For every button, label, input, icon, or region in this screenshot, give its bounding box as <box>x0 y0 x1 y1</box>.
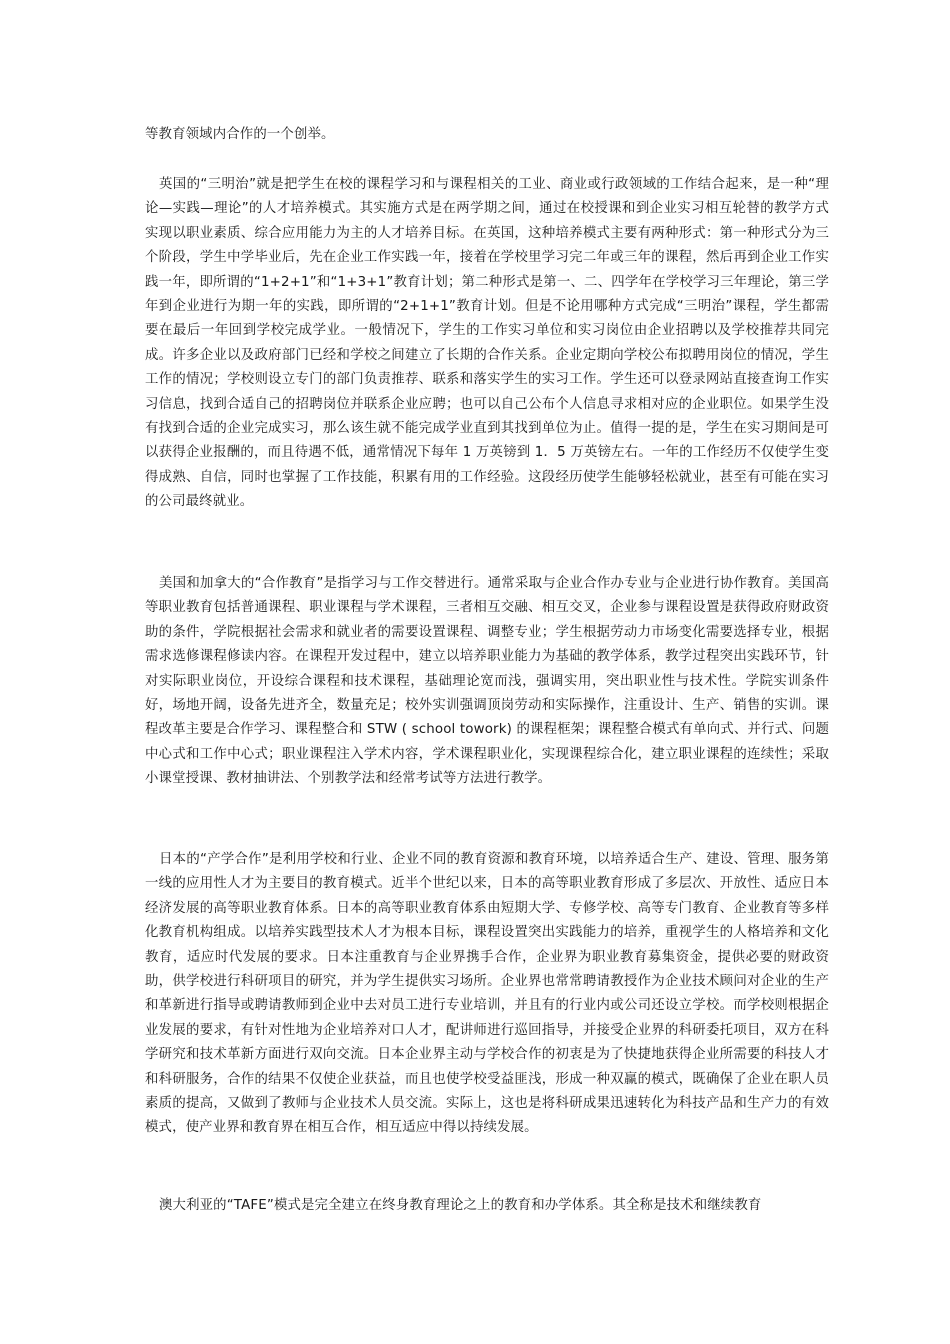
paragraph-japan-industry-academia: 日本的“产学合作”是利用学校和行业、企业不同的教育资源和教育环境，以培养适合生产、建设、管理、服务第一线的应用性人才为主要目的教育模式。近半个世纪以来，日本的高等职业教育形成了多层次、开放性、适应日本经济发展的高等职业教育体系。日本的高等职业教育体系由短期大学、专修学校、高等专门教育、企业教育等多样化教育机构组成。以培养实践型技术人才为根本目标，课程设置突出实践能力的培养，重视学生的人格培养和文化教育，适应时代发展的要求。日本注重教育与企业界携手合作，企业界为职业教育募集资金，提供必要的财政资助，供学校进行科研项目的研究，并为学生提供实习场所。企业界也常常聘请教授作为企业技术顾问对企业的生产和革新进行指导或聘请教师到企业中去对员工进行专业培训，并且有的行业内或公司还设立学校。而学校则根据企业发展的要求，有针对性地为企业培养对口人才，配讲师进行巡回指导，并接受企业界的科研委托项目，双方在科学研究和技术革新方面进行双向交流。日本企业界主动与学校合作的初衷是为了快捷地获得企业所需要的科技人才和科研服务，合作的结果不仅使企业获益，而且也使学校受益匪浅，形成一种双赢的模式，既确保了企业在职人员素质的提高，又做到了教师与企业技术人员交流。实际上，这也是将科研成果迅速转化为科技产品和生产力的有效模式，使产业界和教育界在相互合作，相互适应中得以持续发展。 <box>145 852 829 1136</box>
paragraph-intro-fragment: 等教育领域内合作的一个创举。 <box>145 127 335 142</box>
paragraph-australia-tafe: 澳大利亚的“TAFE”模式是完全建立在终身教育理论之上的教育和办学体系。其全称是技术和继续教育 <box>159 1198 762 1213</box>
paragraph-uk-sandwich: 英国的“三明治”就是把学生在校的课程学习和与课程相关的工业、商业或行政领域的工作结合起来，是一种“理论—实践—理论”的人才培养模式。其实施方式是在两学期之间，通过在校授课和到企业实习相互轮替的教学方式实现以职业素质、综合应用能力为主的人才培养目标。在英国，这种培养模式主要有两种形式：第一种形式分为三个阶段，学生中学毕业后，先在企业工作实践一年，接着在学校里学习完二年或三年的课程，然后再到企业工作实践一年，即所谓的“1+2+1”和“1+3+1”教育计划；第二种形式是第一、二、四学年在学校学习三年理论，第三学年到企业进行为期一年的实践，即所谓的“2+1+1”教育计划。但是不论用哪种方式完成“三明治”课程，学生都需要在最后一年回到学校完成学业。一般情况下，学生的工作实习单位和实习岗位由企业招聘以及学校推荐共同完成。许多企业以及政府部门已经和学校之间建立了长期的合作关系。企业定期向学校公布拟聘用岗位的情况，学生工作的情况；学校则设立专门的部门负责推荐、联系和落实学生的实习工作。学生还可以登录网站直接查询工作实习信息，找到合适自己的招聘岗位并联系企业应聘；也可以自己公布个人信息寻求相对应的企业职位。如果学生没有找到合适的企业完成实习，那么该生就不能完成学业直到其找到单位为止。值得一提的是，学生在实习期间是可以获得企业报酬的，而且待遇不低，通常情况下每年 1 万英镑到 1．5 万英镑左右。一年的工作经历不仅使学生变得成熟、自信，同时也掌握了工作技能，积累有用的工作经验。这段经历使学生能够轻松就业，甚至有可能在实习的公司最终就业。 <box>145 177 829 510</box>
paragraph-us-canada-coop: 美国和加拿大的“合作教育”是指学习与工作交替进行。通常采取与企业合作办专业与企业进行协作教育。美国高等职业教育包括普通课程、职业课程与学术课程，三者相互交融、相互交叉，企业参与课程设置是获得政府财政资助的条件，学院根据社会需求和就业者的需要设置课程、调整专业；学生根据劳动力市场变化需要选择专业，根据需求选修课程修读内容。在课程开发过程中，建立以培养职业能力为基础的教学体系，教学过程突出实践环节，针对实际职业岗位，开设综合课程和技术课程，基础理论宽而浅，强调实用，突出职业性与技术性。学院实训条件好，场地开阔，设备先进齐全，数量充足；校外实训强调顶岗劳动和实际操作，注重设计、生产、销售的实训。课程改革主要是合作学习、课程整合和 STW ( school towork) 的课程框架；课程整合模式有单向式、并行式、问题中心式和工作中心式；职业课程注入学术内容，学术课程职业化，实现课程综合化，建立职业课程的连续性；采取小课堂授课、教材抽讲法、个别教学法和经常考试等方法进行教学。 <box>145 576 829 787</box>
